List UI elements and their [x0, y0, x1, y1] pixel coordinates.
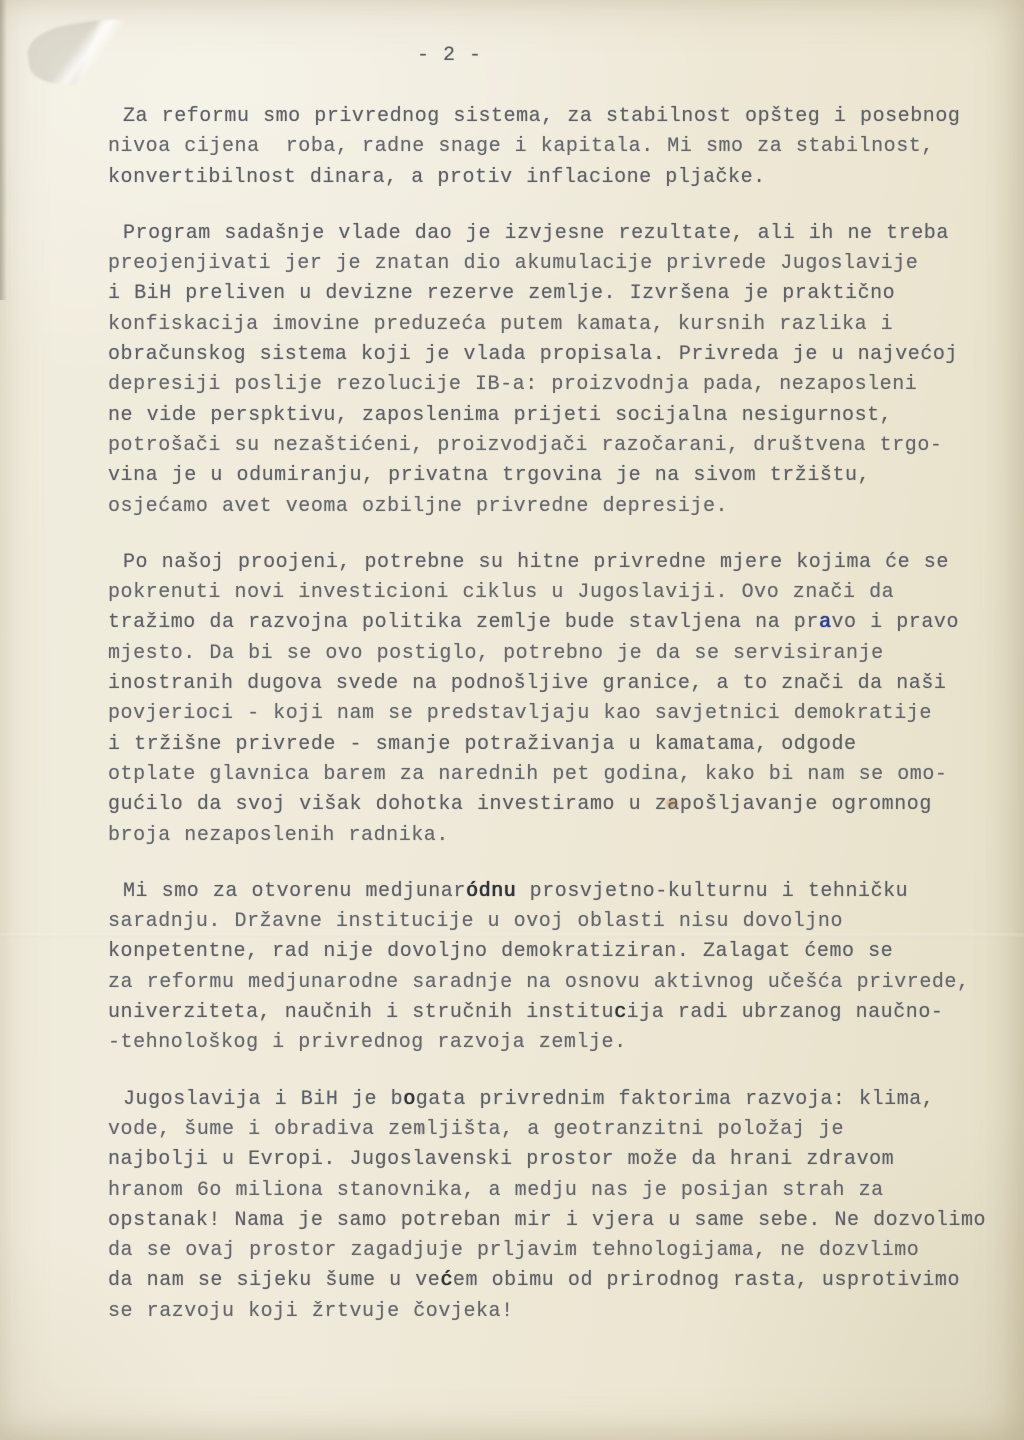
text-line — [108, 548, 968, 578]
paper-edge-shadow — [0, 0, 7, 300]
text-line — [108, 310, 968, 340]
text-line — [108, 132, 968, 162]
text-run: obračunskog sistema koji je vlada propisala. Privreda je u najvećoj — [108, 343, 958, 367]
text-line — [108, 401, 968, 431]
text-run: roba, radne snage i kapitala. Mi smo za stabilnost, — [272, 135, 934, 159]
text-line — [108, 1236, 968, 1266]
text-run: vina je u odumiranju, privatna trgovina je na sivom tržištu, — [108, 464, 871, 488]
text-line — [108, 1145, 968, 1175]
text-run: konfiskacija imovine preduzeća putem kamata, kursnih razlika i — [108, 312, 894, 336]
text-run: Mi smo za otvorenu medjunar — [123, 879, 466, 903]
paragraph — [108, 877, 968, 1059]
text-run: potrošači su nezaštićeni, proizvodjači razočarani, društvena trgo- — [108, 433, 943, 457]
paragraph — [108, 219, 968, 522]
text-run: opstanak! Nama je samo potreban mir i vjera u same sebe. Ne dozvolimo — [108, 1208, 987, 1232]
text-line — [108, 578, 968, 608]
text-line — [108, 968, 968, 998]
text-run: se razvoju koji žrtvuje čovjeka! — [108, 1299, 514, 1323]
text-line — [108, 340, 968, 370]
text-line — [108, 102, 968, 132]
text-line — [108, 937, 968, 967]
text-line — [108, 1085, 968, 1115]
text-run: ija radi ubrzanog naučno- — [626, 1001, 944, 1025]
text-line — [108, 608, 968, 638]
text-line — [108, 639, 968, 669]
text-run: vo i pravo — [831, 611, 960, 635]
text-line — [108, 790, 968, 820]
document-body — [108, 102, 987, 1353]
text-run: i tržišne privrede - smanje potraživanja u kamatama, odgode — [108, 732, 857, 756]
text-run: za reformu medjunarodne saradnje na osnovu aktivnog učešća privrede, — [108, 970, 970, 994]
text-line — [108, 1206, 987, 1236]
text-run: najbolji u Evropi. Jugoslavenski prostor može da hrani zdravom — [108, 1148, 895, 1172]
text-line — [108, 370, 968, 400]
text-run: mjesto. Da bi se ovo postiglo, potrebno je da se servisiranje — [108, 641, 884, 665]
text-line — [108, 249, 968, 279]
text-line — [108, 461, 968, 491]
text-line — [108, 699, 968, 729]
blue-ink-mark: a — [818, 611, 832, 635]
text-run: univerziteta, naučnih i stručnih institu — [108, 1001, 615, 1025]
text-line — [108, 730, 968, 760]
text-line — [108, 1297, 968, 1327]
text-run: prosvjetno-kulturnu i tehničku — [516, 879, 909, 903]
text-run: osjećamo avet veoma ozbiljne privredne depresije. — [108, 494, 729, 518]
text-line — [108, 877, 968, 907]
text-line — [108, 1028, 968, 1058]
paragraph — [108, 1085, 987, 1327]
paper-crease — [24, 14, 151, 90]
text-run: otplate glavnica barem za narednih pet godina, kako bi nam se omo- — [108, 762, 948, 786]
text-run: Program sadašnje vlade dao je izvjesne rezultate, ali ih ne treba — [123, 221, 949, 245]
paragraph — [108, 548, 968, 851]
text-run: gata privrednim faktorima razvoja: klima, — [415, 1087, 935, 1111]
text-run: ć — [440, 1269, 453, 1293]
text-run: broja nezaposlenih radnika. — [108, 823, 449, 847]
text-run: saradnju. Državne institucije u ovoj oblasti nisu dovoljno — [108, 910, 844, 934]
paragraph — [108, 102, 968, 193]
text-line — [108, 279, 968, 309]
text-run: konpetentne, rad nije dovoljno demokratiziran. Zalagat ćemo se — [108, 940, 894, 964]
text-run: em obimu od prirodnog rasta, usprotivimo — [452, 1269, 960, 1293]
text-run: Po našoj proojeni, potrebne su hitne privredne mjere kojima će se — [123, 550, 949, 574]
text-run: pokrenuti novi investicioni ciklus u Jugoslaviji. Ovo znači da — [108, 581, 895, 605]
text-line — [108, 163, 968, 193]
text-run: Za reformu smo privrednog sistema, za stabilnost opšteg i posebnog — [123, 105, 961, 128]
text-line — [108, 1115, 968, 1145]
text-line — [108, 1266, 968, 1296]
text-run: preojenjivati jer je znatan dio akumulacije privrede Jugoslavije — [108, 252, 919, 276]
text-line — [108, 492, 968, 522]
text-run: gućilo da svoj višak dohotka investiramo u zapošljavanje ogromnog — [108, 793, 932, 817]
text-line — [108, 907, 968, 937]
text-run: konvertibilnost dinara, a protiv inflacione pljačke. — [108, 165, 766, 189]
text-line — [108, 431, 968, 461]
text-run: inostranih dugova svede na podnošljive granice, a to znači da naši — [108, 672, 947, 696]
text-line — [108, 669, 968, 699]
text-run: da se ovaj prostor zagadjuje prljavim tehnologijama, ne dozvlimo — [108, 1239, 920, 1263]
text-line — [108, 998, 968, 1028]
page-number: - 2 - — [417, 44, 483, 67]
text-run: povjerioci - koji nam se predstavljaju kao savjetnici demokratije — [108, 702, 932, 726]
text-run: ne vide perspktivu, zaposlenima prijeti socijalna nesigurnost, — [108, 403, 893, 427]
text-line — [108, 760, 968, 790]
text-run: nivoa cijena — [108, 135, 260, 159]
text-line — [108, 219, 968, 249]
text-run: ódnu — [465, 879, 517, 903]
text-run: Jugoslavija i BiH je b — [123, 1087, 404, 1111]
text-run: c — [614, 1001, 627, 1025]
text-run: tražimo da razvojna politika zemlje bude stavljena na pr — [108, 611, 819, 635]
text-line — [108, 1176, 968, 1206]
text-run: o — [403, 1087, 416, 1111]
text-run: i BiH preliven u devizne rezerve zemlje. Izvršena je praktično — [108, 282, 896, 306]
text-run: -tehnološkog i privrednog razvoja zemlje. — [108, 1031, 627, 1055]
text-run: hranom 6o miliona stanovnika, a medju nas je posijan strah za — [108, 1178, 884, 1202]
text-run: da nam se sijeku šume u ve — [108, 1269, 441, 1293]
text-run: vode, šume i obradiva zemljišta, a geotranzitni položaj je — [108, 1117, 845, 1141]
text-line — [108, 821, 968, 851]
text-run: , — [259, 135, 273, 159]
text-run: depresiji poslije rezolucije IB-a: proizvodnja pada, nezaposleni — [108, 373, 918, 397]
